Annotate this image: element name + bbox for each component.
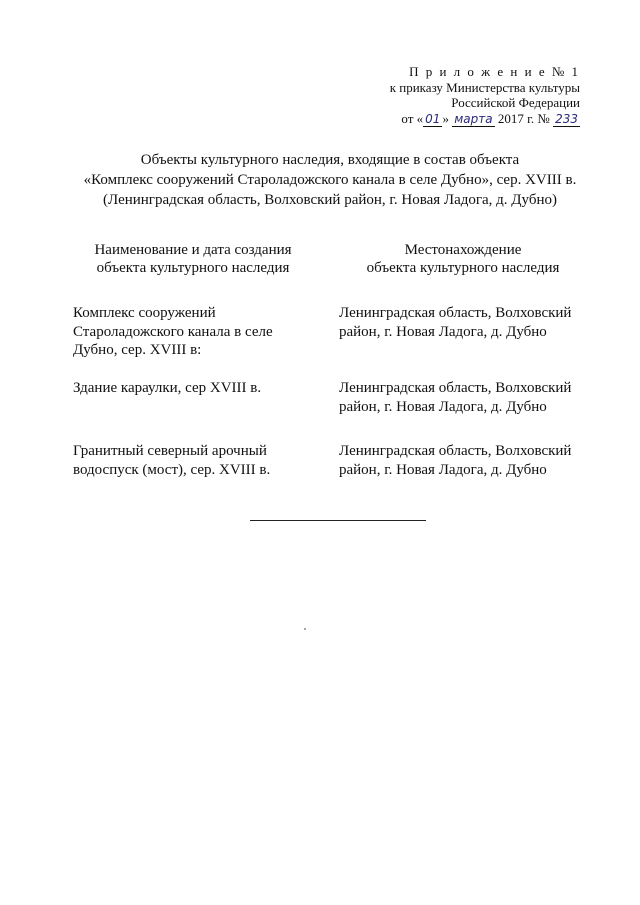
appendix-date-line: [401, 111, 580, 128]
date-close: »: [442, 110, 453, 126]
column-header-location: [338, 241, 588, 277]
title-line-3: (Ленинградская область, Волховский район, г. Новая Ладога, д. Дубно): [103, 192, 557, 208]
object-name: [73, 442, 318, 479]
object-name-line: Гранитный северный арочный: [73, 443, 267, 459]
date-prefix: от «: [401, 110, 424, 126]
object-name-line: Здание караулки, сер XVIII в.: [73, 380, 262, 396]
object-location: [339, 304, 589, 341]
date-month: марта: [454, 111, 493, 126]
column-header-name-line-1: Наименование и дата создания: [94, 242, 292, 258]
column-header-name-line-2: объекта культурного наследия: [96, 260, 290, 276]
object-location-line: Ленинградская область, Волховский: [339, 380, 572, 396]
date-year: 2017 г. №: [494, 110, 554, 126]
object-name: [73, 379, 318, 398]
document-title: [60, 150, 600, 210]
object-name: [73, 304, 318, 360]
appendix-block: [390, 64, 580, 127]
column-header-name: [68, 241, 318, 277]
date-day: 01: [425, 111, 441, 126]
appendix-heading: П р и л о ж е н и е № 1: [409, 64, 580, 79]
object-location-line: район, г. Новая Ладога, д. Дубно: [339, 323, 547, 340]
appendix-order-line: к приказу Министерства культуры: [389, 79, 580, 95]
object-location-line: район, г. Новая Ладога, д. Дубно: [339, 398, 547, 415]
object-location-line: Ленинградская область, Волховский: [339, 305, 572, 321]
title-line-2: «Комплекс сооружений Староладожского канала в селе Дубно», сер. XVIII в.: [83, 172, 577, 188]
column-header-location-line-2: объекта культурного наследия: [366, 260, 560, 276]
object-name-line: водоспуск (мост), сер. XVIII в.: [73, 461, 271, 478]
object-location-line: район, г. Новая Ладога, д. Дубно: [339, 461, 547, 478]
object-location-line: Ленинградская область, Волховский: [339, 443, 572, 459]
object-name-line: Староладожского канала в селе: [73, 323, 273, 340]
object-name-line: Комплекс сооружений: [73, 305, 216, 321]
object-location: [339, 379, 589, 416]
title-line-1: Объекты культурного наследия, входящие в состав объекта: [140, 152, 520, 168]
object-name-line: Дубно, сер. XVIII в:: [73, 342, 202, 358]
column-header-location-line-1: Местонахождение: [404, 242, 522, 258]
appendix-federation-line: Российской Федерации: [451, 95, 580, 110]
object-location: [339, 442, 589, 479]
closing-rule: [250, 520, 426, 521]
scan-speck: [304, 628, 306, 630]
order-number: 233: [555, 111, 578, 126]
